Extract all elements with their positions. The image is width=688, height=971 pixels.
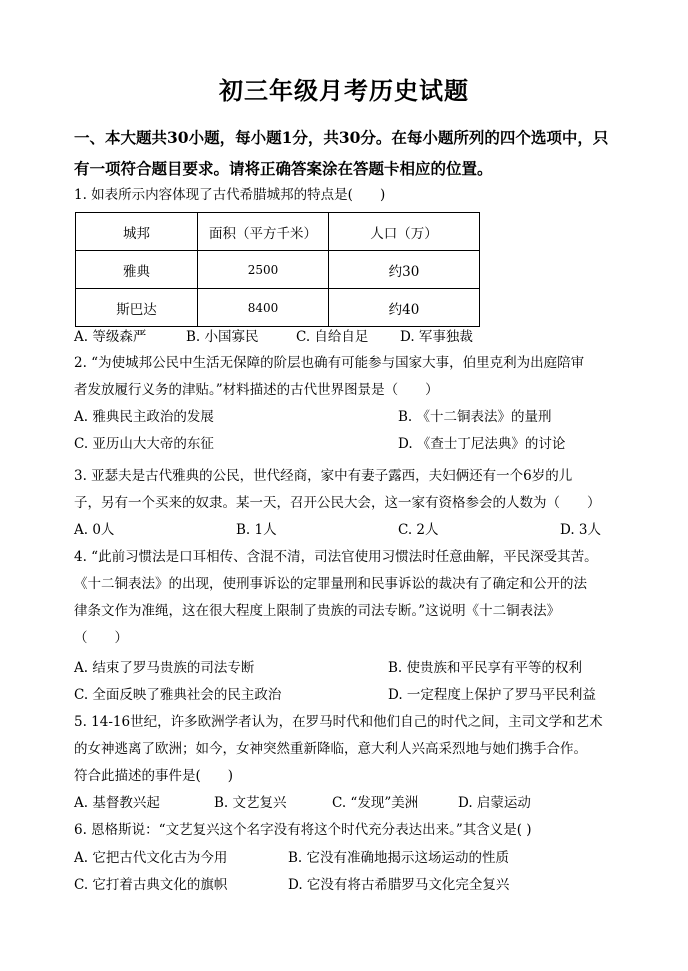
- option-a[interactable]: A. 它把古代文化古为今用: [74, 850, 228, 866]
- table-cell: 2500: [198, 251, 329, 289]
- question-5-options: [74, 793, 634, 813]
- option-b[interactable]: B. 小国寡民: [186, 329, 259, 345]
- table-cell: 约40: [329, 289, 480, 327]
- option-a[interactable]: A. 雅典民主政治的发展: [74, 409, 214, 425]
- question-1-stem: 1. 如表所示内容体现了古代希腊城邦的特点是( ): [74, 187, 386, 203]
- option-c[interactable]: C. 自给自足: [296, 329, 369, 345]
- table-header-row: [76, 213, 480, 251]
- question-5-stem-line: 5. 14-16世纪，许多欧洲学者认为，在罗马时代和他们自己的时代之间，主司文学和艺术: [74, 714, 603, 730]
- option-c[interactable]: C. 全面反映了雅典社会的民主政治: [74, 687, 282, 703]
- option-c[interactable]: C. 亚历山大大帝的东征: [74, 436, 214, 452]
- option-a[interactable]: A. 结束了罗马贵族的司法专断: [74, 660, 255, 676]
- option-b[interactable]: B. 它没有准确地揭示这场运动的性质: [288, 850, 510, 866]
- question-4-stem-line: （ ）: [74, 630, 128, 646]
- option-d[interactable]: D. 它没有将古希腊罗马文化完全复兴: [288, 877, 510, 893]
- option-b[interactable]: B. 文艺复兴: [214, 795, 287, 811]
- option-d[interactable]: D. 一定程度上保护了罗马平民利益: [388, 687, 596, 703]
- question-6-options-row: [74, 875, 634, 895]
- table-row: [76, 251, 480, 289]
- question-2-options-row: [74, 407, 634, 427]
- option-c[interactable]: C. 它打着古典文化的旗帜: [74, 877, 228, 893]
- question-4-stem-line: 《十二铜表法》的出现，使刑事诉讼的定罪量刑和民事诉讼的裁决有了确定和公开的法: [74, 576, 587, 592]
- question-5-stem-line: 符合此描述的事件是( ): [74, 768, 234, 784]
- table-cell: 雅典: [76, 251, 198, 289]
- page-title: 初三年级月考历史试题: [219, 76, 469, 105]
- option-c[interactable]: C. “发现”美洲: [332, 795, 419, 811]
- city-state-table: [75, 212, 480, 327]
- option-d[interactable]: D. 启蒙运动: [458, 795, 531, 811]
- option-d[interactable]: D. 3人: [560, 522, 602, 538]
- option-d[interactable]: D. 军事独裁: [400, 329, 473, 345]
- table-header-cell: 人口（万）: [329, 213, 480, 251]
- option-b[interactable]: B. 使贵族和平民享有平等的权利: [388, 660, 583, 676]
- question-2-options-row: [74, 434, 634, 454]
- question-1-options: [74, 327, 634, 347]
- option-a[interactable]: A. 基督教兴起: [74, 795, 160, 811]
- section-1-instructions: 一、本大题共30小题，每小题1分，共30分。在每小题所列的四个选项中，只有一项符合题目要求。请将正确答案涂在答题卡相应的位置。: [74, 128, 609, 178]
- table-header-cell: 城邦: [76, 213, 198, 251]
- option-d[interactable]: D. 《查士丁尼法典》的讨论: [398, 436, 566, 452]
- option-a[interactable]: A. 等级森严: [74, 329, 147, 345]
- question-6-stem: 6. 恩格斯说：“文艺复兴这个名字没有将这个时代充分表达出来。”其含义是( ): [74, 822, 532, 838]
- option-a[interactable]: A. 0人: [74, 522, 115, 538]
- table-header-cell: 面积（平方千米）: [198, 213, 329, 251]
- question-4-options-row: [74, 658, 634, 678]
- question-6-options-row: [74, 848, 634, 868]
- option-b[interactable]: B. 1人: [236, 522, 277, 538]
- table-cell: 斯巴达: [76, 289, 198, 327]
- question-3-stem-line: 子，另有一个买来的奴隶。某一天，召开公民大会，这一家有资格参会的人数为（ ）: [74, 495, 601, 511]
- table-row: [76, 289, 480, 327]
- question-3-options: [74, 520, 634, 540]
- question-5-stem-line: 的女神逃离了欧洲；如今，女神突然重新降临，意大利人兴高采烈地与她们携手合作。: [74, 741, 587, 757]
- table-cell: 8400: [198, 289, 329, 327]
- question-4-stem-line: 律条文作为准绳，这在很大程度上限制了贵族的司法专断。”这说明《十二铜表法》: [74, 603, 561, 619]
- question-2-stem-line: 2. “为使城邦公民中生活无保障的阶层也确有可能参与国家大事，伯里克利为出庭陪审: [74, 355, 585, 371]
- question-2-stem-line: 者发放履行义务的津贴。”材料描述的古代世界图景是（ ）: [74, 382, 439, 398]
- question-4-options-row: [74, 685, 634, 705]
- table-cell: 约30: [329, 251, 480, 289]
- option-c[interactable]: C. 2人: [398, 522, 439, 538]
- option-b[interactable]: B. 《十二铜表法》的量刑: [398, 409, 552, 425]
- question-3-stem-line: 3. 亚瑟夫是古代雅典的公民，世代经商，家中有妻子露西，夫妇俩还有一个6岁的儿: [74, 468, 573, 484]
- question-4-stem-line: 4. “此前习惯法是口耳相传、含混不清，司法官使用习惯法时任意曲解，平民深受其苦。: [74, 549, 598, 565]
